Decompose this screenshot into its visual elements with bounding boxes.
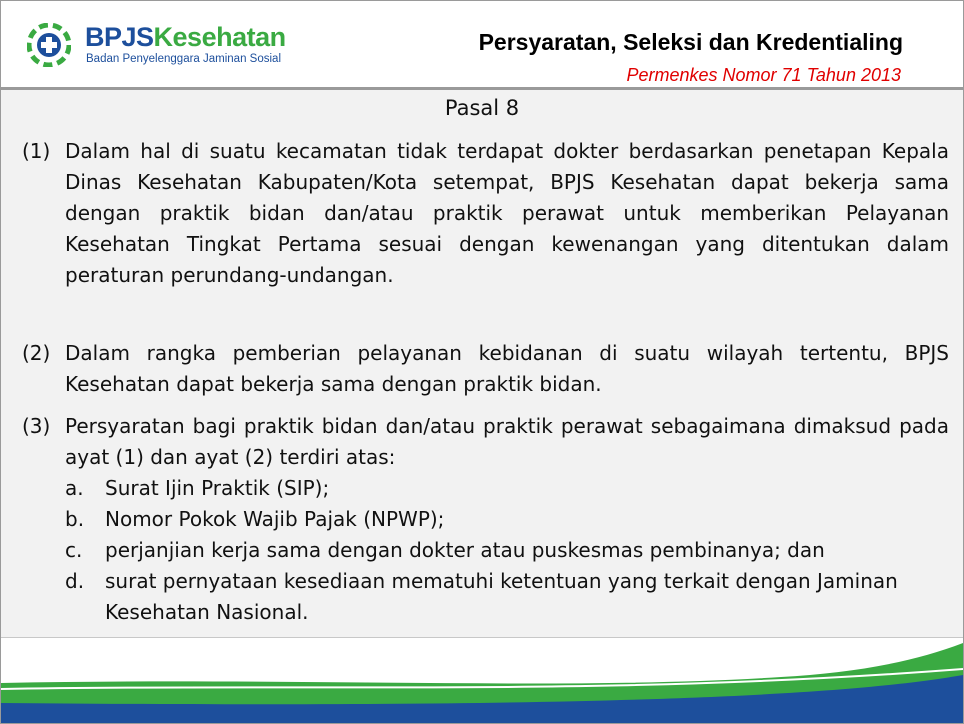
bpjs-logo (27, 21, 289, 71)
paragraph-text: Dalam rangka pemberian pelayanan kebidanan di suatu wilayah tertentu, BPJS Kesehatan dapat bekerja sama dengan praktik bidan. (65, 341, 949, 396)
list-item-text: surat pernyataan kesediaan mematuhi ketentuan yang terkait dengan Jaminan Kesehatan Nasional. (105, 569, 898, 624)
paragraph-number: (2) (22, 341, 51, 365)
list-marker: b. (65, 507, 85, 531)
list-marker: c. (65, 538, 83, 562)
list-marker: a. (65, 476, 84, 500)
slide-title: Persyaratan, Seleksi dan Kredentialing (478, 29, 903, 55)
list-item (22, 535, 949, 566)
bpjs-logo-icon (27, 23, 71, 67)
list-item (22, 504, 949, 535)
footer-wave (1, 633, 963, 723)
list-marker: d. (65, 569, 85, 593)
paragraph-text: Persyaratan bagi praktik bidan dan/atau praktik perawat sebagaimana dimaksud pada ayat (1) dan ayat (2) terdiri atas: (65, 414, 949, 469)
list-item (22, 566, 949, 628)
paragraph-number: (3) (22, 414, 51, 438)
list-item-text: perjanjian kerja sama dengan dokter atau puskesmas pembinanya; dan (105, 538, 825, 562)
brand-main: BPJS (85, 22, 154, 52)
brand-name (85, 22, 286, 53)
list-item-text: Nomor Pokok Wajib Pajak (NPWP); (105, 507, 445, 531)
paragraph-2 (22, 338, 949, 400)
list-item (22, 473, 949, 504)
paragraph-number: (1) (22, 139, 51, 163)
list-item-text: Surat Ijin Praktik (SIP); (105, 476, 330, 500)
requirements-list (22, 473, 949, 628)
paragraph-text: Dalam hal di suatu kecamatan tidak terdapat dokter berdasarkan penetapan Kepala Dinas Kesehatan Kabupaten/Kota setempat, BPJS Kesehatan dapat bekerja sama dengan praktik bidan dan/atau praktik perawat untuk memberikan Pelayanan Kesehatan Tingkat Pertama sesuai dengan kewenangan yang ditentukan dalam peraturan perundang-undangan. (65, 139, 949, 287)
brand-subtitle: Badan Penyelenggara Jaminan Sosial (86, 53, 281, 65)
slide-subtitle: Permenkes Nomor 71 Tahun 2013 (626, 65, 901, 85)
brand-accent: Kesehatan (153, 22, 286, 52)
paragraph-1 (22, 136, 949, 291)
paragraph-3 (22, 411, 949, 628)
content-area (1, 90, 963, 638)
pasal-heading: Pasal 8 (444, 96, 520, 120)
